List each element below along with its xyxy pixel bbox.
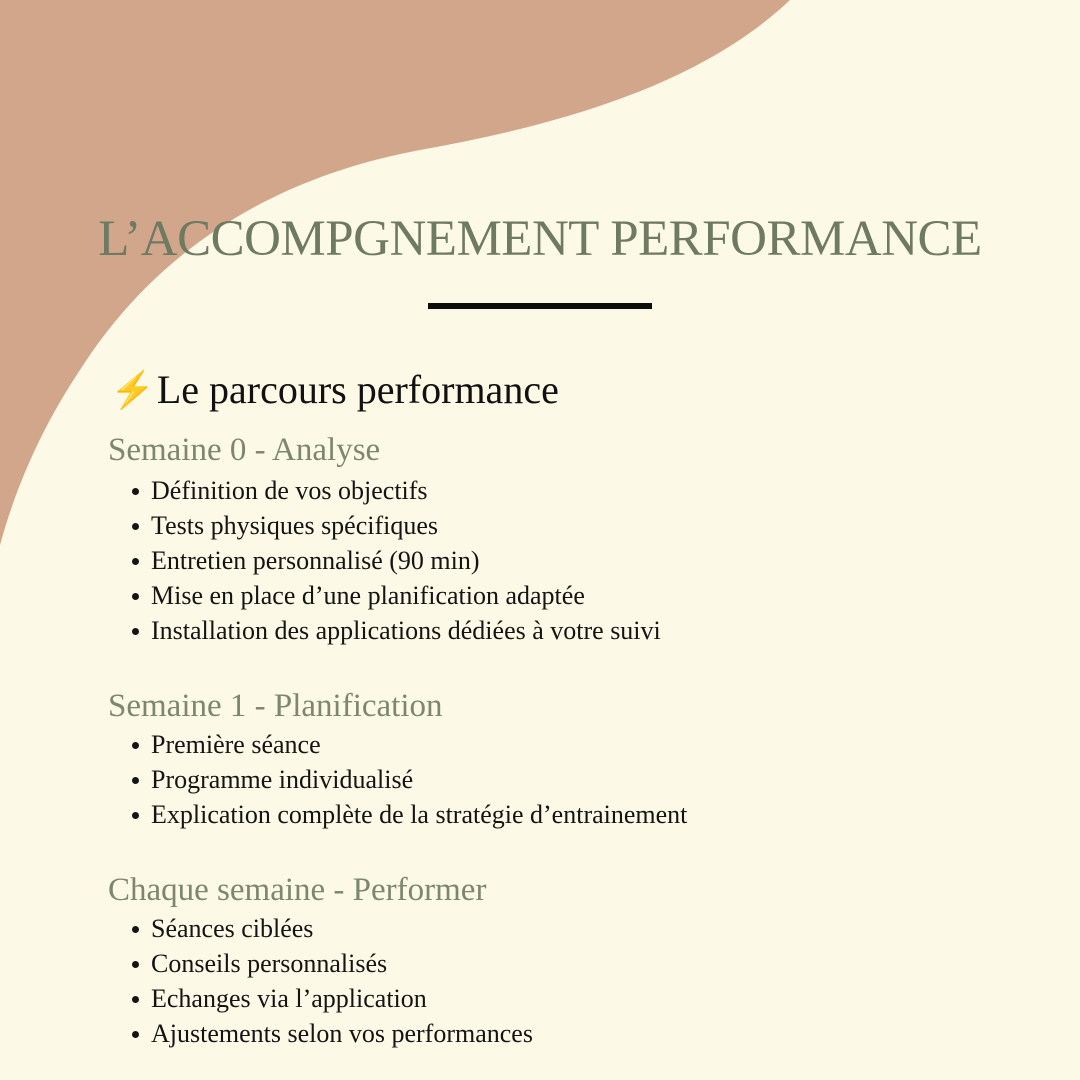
section-heading-label: Le parcours performance bbox=[156, 367, 559, 412]
page-title: L’ACCOMPGNEMENT PERFORMANCE bbox=[98, 211, 982, 267]
list-item-text: Tests physiques spécifiques bbox=[151, 511, 439, 540]
list-item bbox=[130, 762, 687, 797]
bullet-icon bbox=[132, 926, 139, 933]
list-item bbox=[130, 727, 687, 762]
list-item-text: Installation des applications dédiées à votre suivi bbox=[151, 616, 661, 645]
title-divider bbox=[428, 303, 652, 309]
bullet-icon bbox=[132, 777, 139, 784]
list-item bbox=[130, 1016, 533, 1051]
week-0-heading: Semaine 0 - Analyse bbox=[108, 432, 381, 468]
list-item-text: Séances ciblées bbox=[151, 914, 314, 943]
list-item-text: Première séance bbox=[151, 730, 321, 759]
list-item bbox=[130, 911, 533, 946]
bullet-icon bbox=[132, 488, 139, 495]
bullet-icon bbox=[132, 996, 139, 1003]
bullet-icon bbox=[132, 628, 139, 635]
list-item bbox=[130, 797, 687, 832]
list-item bbox=[130, 508, 661, 543]
list-item bbox=[130, 543, 661, 578]
list-item bbox=[130, 473, 661, 508]
list-item bbox=[130, 981, 533, 1016]
week-1-heading: Semaine 1 - Planification bbox=[108, 688, 443, 724]
bullet-icon bbox=[132, 961, 139, 968]
list-item-text: Définition de vos objectifs bbox=[151, 476, 428, 505]
list-item-text: Entretien personnalisé (90 min) bbox=[151, 546, 480, 575]
list-item-text: Mise en place d’une planification adaptée bbox=[151, 581, 585, 610]
list-item-text: Conseils personnalisés bbox=[151, 949, 388, 978]
weekly-list bbox=[130, 911, 533, 1051]
lightning-bolt-icon: ⚡ bbox=[110, 370, 155, 410]
section-heading bbox=[110, 364, 559, 416]
bullet-icon bbox=[132, 812, 139, 819]
list-item bbox=[130, 946, 533, 981]
list-item bbox=[130, 613, 661, 648]
bullet-icon bbox=[132, 1031, 139, 1038]
bullet-icon bbox=[132, 558, 139, 565]
list-item-text: Echanges via l’application bbox=[151, 984, 427, 1013]
week-0-list bbox=[130, 473, 661, 648]
bullet-icon bbox=[132, 742, 139, 749]
list-item bbox=[130, 578, 661, 613]
bullet-icon bbox=[132, 593, 139, 600]
list-item-text: Ajustements selon vos performances bbox=[151, 1019, 533, 1048]
weekly-heading: Chaque semaine - Performer bbox=[108, 872, 487, 908]
list-item-text: Programme individualisé bbox=[151, 765, 414, 794]
week-1-list bbox=[130, 727, 687, 832]
bullet-icon bbox=[132, 523, 139, 530]
list-item-text: Explication complète de la stratégie d’entrainement bbox=[151, 800, 688, 829]
